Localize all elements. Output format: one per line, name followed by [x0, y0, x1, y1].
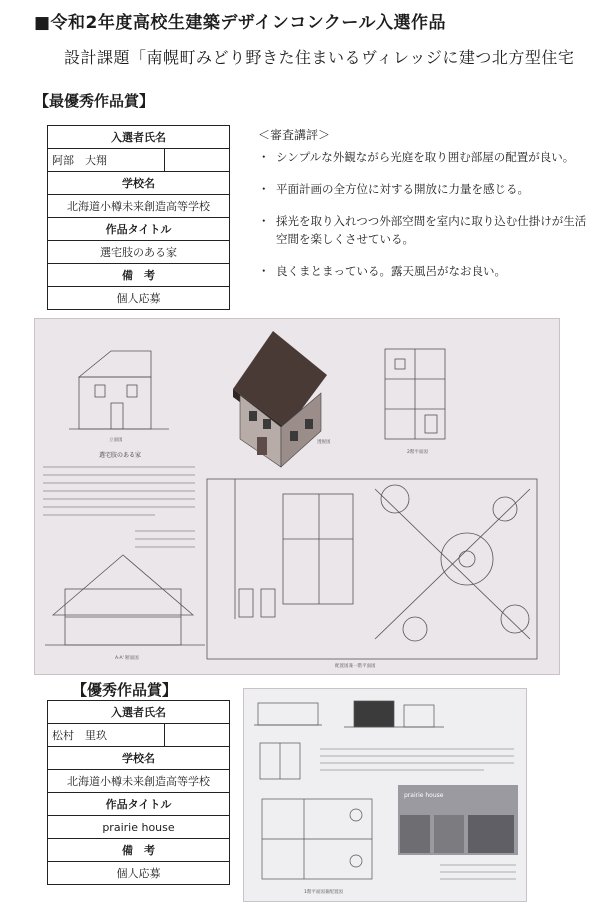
render-thumb: [400, 815, 430, 853]
elevation-label: 立面図: [109, 438, 123, 443]
excellence-prize-drawing: [243, 688, 527, 902]
note-value: 個人応募: [48, 287, 230, 310]
render-thumb: [468, 815, 514, 853]
concept-title: 選宅肢のある家: [99, 452, 142, 459]
work-title-label: 作品タイトル: [48, 218, 230, 241]
perspective-label: 透視図: [317, 440, 331, 445]
spec-lines: [440, 865, 516, 879]
site-plan-label: 配置図兼一階平面図: [335, 664, 376, 669]
concept-text: [320, 749, 514, 770]
plans: [260, 743, 372, 879]
site-plan: [207, 479, 537, 659]
review-heading: ＜審査講評＞: [258, 128, 331, 142]
review-item: ・ 平面計画の全方位に対する開放に力量を感じる。: [258, 180, 588, 198]
house-label: prairie house: [404, 792, 444, 799]
second-floor-plan: [385, 349, 445, 439]
plan-label: 1階平面図兼配置図: [304, 890, 343, 895]
section-drawing: [45, 555, 205, 645]
drawing-sheet-2: [244, 689, 526, 901]
section-label: A-A' 断面図: [115, 656, 139, 661]
perspective-house: [233, 331, 327, 467]
review-item: ・ 良くまとまっている。露天風呂がなお良い。: [258, 262, 588, 280]
work-title: 選宅肢のある家: [48, 241, 230, 264]
name-label: 入選者氏名: [48, 126, 230, 149]
school-label: 学校名: [48, 172, 230, 195]
entrant-name: 松村 里玖: [48, 724, 165, 747]
note-value: 個人応募: [48, 862, 230, 885]
design-theme: 設計課題「南幌町みどり野きた住まいるヴィレッジに建つ北方型住宅: [64, 48, 575, 67]
excellence-prize-info-table: [47, 700, 230, 885]
school-label: 学校名: [48, 747, 230, 770]
review-item: ・ シンプルな外観ながら光庭を取り囲む部屋の配置が良い。: [258, 148, 588, 166]
grand-prize-heading: 【最優秀作品賞】: [34, 92, 155, 110]
school-name: 北海道小樽未来創造高等学校: [48, 195, 230, 218]
name-blank: [165, 149, 230, 172]
page-title: ■令和2年度高校生建築デザインコンクール入選作品: [34, 13, 447, 33]
work-title-label: 作品タイトル: [48, 793, 230, 816]
grand-prize-drawing: [34, 318, 560, 675]
elevation-drawing: [69, 351, 169, 429]
name-blank: [165, 724, 230, 747]
school-name: 北海道小樽未来創造高等学校: [48, 770, 230, 793]
concept-text-lines: [43, 467, 195, 547]
entrant-name: 阿部 大翔: [48, 149, 165, 172]
note-label: 備 考: [48, 264, 230, 287]
grand-prize-info-table: [47, 125, 230, 310]
review-item: ・ 採光を取り入れつつ外部空間を室内に取り込む仕掛けが生活空間を楽しくさせている。: [258, 212, 588, 248]
note-label: 備 考: [48, 839, 230, 862]
elevations: [254, 701, 444, 727]
excellence-prize-heading: 【優秀作品賞】: [72, 681, 178, 699]
second-floor-plan-label: 2階平面図: [407, 450, 428, 455]
name-label: 入選者氏名: [48, 701, 230, 724]
work-title: prairie house: [48, 816, 230, 839]
review-list: [258, 148, 588, 294]
render-thumb: [434, 815, 464, 853]
drawing-sheet-1: [35, 319, 559, 674]
